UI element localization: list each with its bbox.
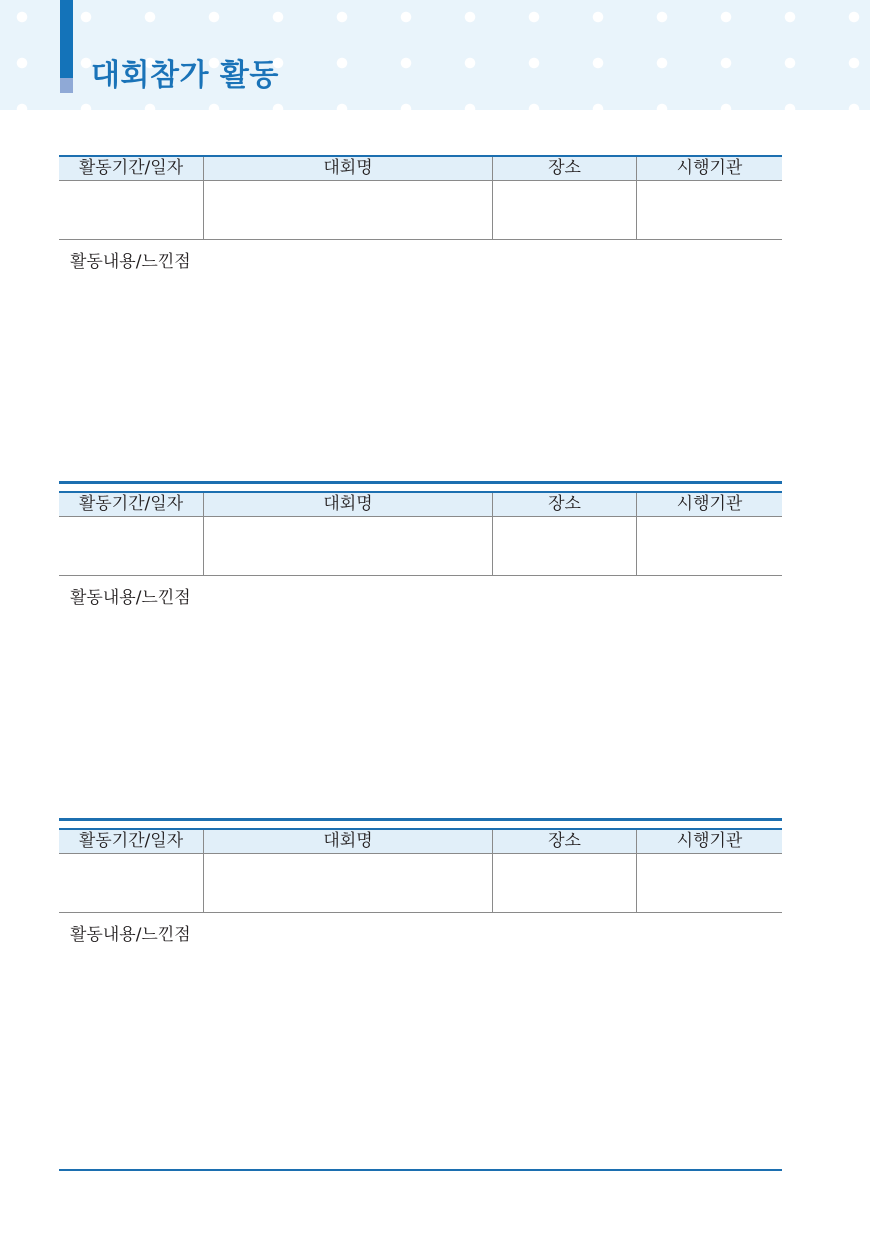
notes-label: 활동내용/느낀점	[70, 925, 191, 945]
cell-name[interactable]	[204, 181, 492, 240]
notes-label: 활동내용/느낀점	[70, 588, 191, 608]
header-place: 장소	[548, 831, 581, 851]
cell-period[interactable]	[59, 181, 203, 240]
header-period: 활동기간/일자	[78, 831, 184, 851]
header-name: 대회명	[323, 831, 373, 851]
page-bottom-rule	[59, 1169, 782, 1171]
header-org: 시행기관	[676, 158, 743, 178]
cell-org[interactable]	[637, 517, 782, 576]
cell-place[interactable]	[493, 181, 636, 240]
entry-table	[59, 491, 782, 576]
title-accent-bar	[60, 0, 73, 78]
header-place: 장소	[548, 158, 581, 178]
notes-area[interactable]	[70, 277, 770, 467]
cell-org[interactable]	[637, 181, 782, 240]
table-header-row	[59, 493, 782, 517]
cell-place[interactable]	[493, 854, 636, 913]
cell-name[interactable]	[204, 854, 492, 913]
header-name: 대회명	[323, 494, 373, 514]
entry-table	[59, 828, 782, 913]
cell-org[interactable]	[637, 854, 782, 913]
table-header-row	[59, 830, 782, 854]
competition-entry-3	[59, 818, 782, 1158]
cell-period[interactable]	[59, 854, 203, 913]
header-name: 대회명	[323, 158, 373, 178]
entry-table	[59, 155, 782, 240]
competition-entry-1	[59, 145, 782, 475]
page-title: 대회참가 활동	[91, 58, 279, 93]
header-place: 장소	[548, 494, 581, 514]
section-divider-rule	[59, 818, 782, 821]
cell-place[interactable]	[493, 517, 636, 576]
section-divider-rule	[59, 481, 782, 484]
header-period: 활동기간/일자	[78, 158, 184, 178]
notes-label: 활동내용/느낀점	[70, 252, 191, 272]
table-header-row	[59, 157, 782, 181]
cell-period[interactable]	[59, 517, 203, 576]
notes-area[interactable]	[70, 613, 770, 803]
title-accent-foot	[60, 78, 73, 93]
header-org: 시행기관	[676, 831, 743, 851]
notes-area[interactable]	[70, 950, 770, 1150]
competition-entry-2	[59, 481, 782, 811]
header-org: 시행기관	[676, 494, 743, 514]
header-period: 활동기간/일자	[78, 494, 184, 514]
cell-name[interactable]	[204, 517, 492, 576]
